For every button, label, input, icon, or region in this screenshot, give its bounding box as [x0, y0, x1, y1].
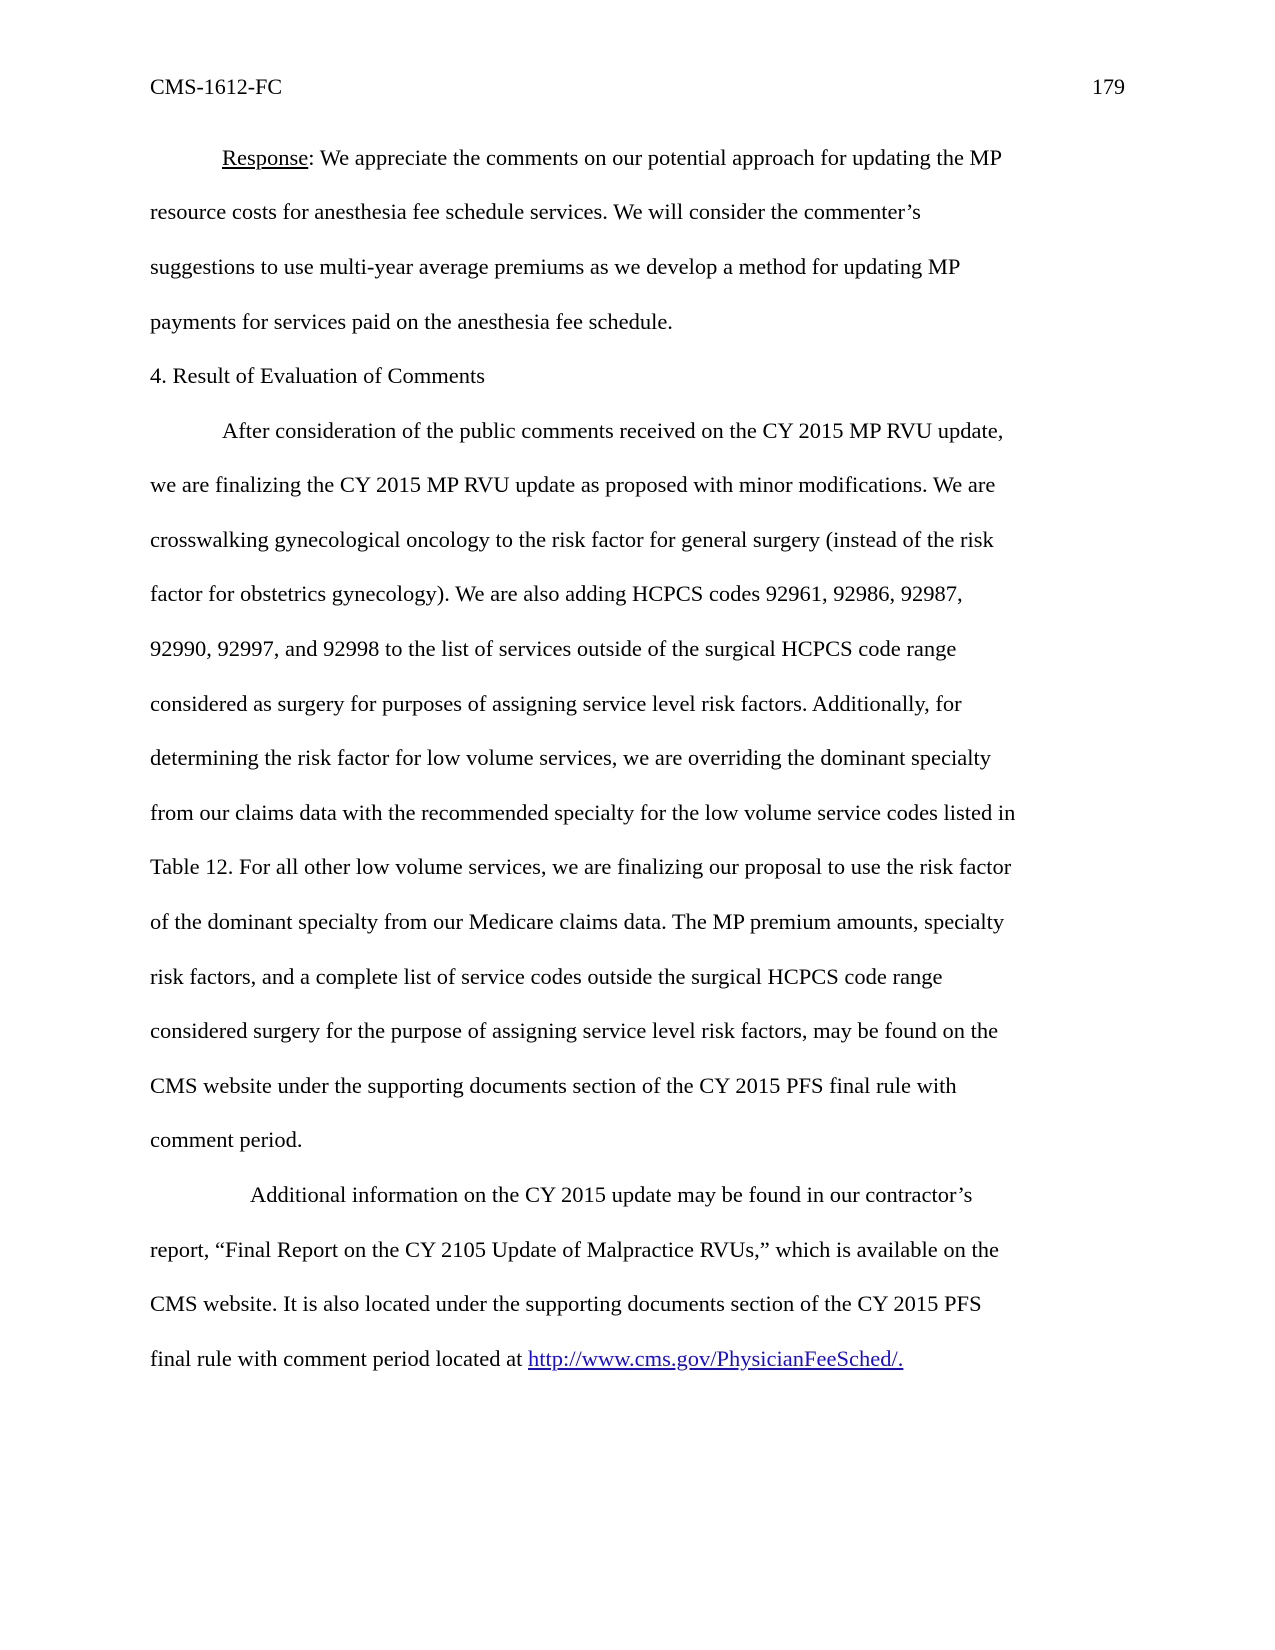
response-label: Response: [222, 145, 309, 170]
paragraph-line: considered surgery for the purpose of assigning service level risk factors, may be found on the: [150, 1018, 999, 1043]
paragraph-line: report, “Final Report on the CY 2105 Update of Malpractice RVUs,” which is available on the: [150, 1237, 1000, 1262]
paragraph-line: resource costs for anesthesia fee schedule services. We will consider the commenter’s: [150, 199, 921, 224]
paragraph-line: After consideration of the public comments received on the CY 2015 MP RVU update,: [222, 418, 1004, 443]
paragraph-line: comment period.: [150, 1127, 303, 1152]
response-line: [222, 144, 1002, 172]
paragraph-line: CMS website. It is also located under the supporting documents section of the CY 2015 PFS: [150, 1291, 982, 1316]
paragraph-line: factor for obstetrics gynecology). We are also adding HCPCS codes 92961, 92986, 92987,: [150, 581, 963, 606]
paragraph-line: : We appreciate the comments on our potential approach for updating the MP: [308, 145, 1003, 170]
paragraph-line: 92990, 92997, and 92998 to the list of services outside of the surgical HCPCS code range: [150, 636, 957, 661]
paragraph-line: CMS website under the supporting documents section of the CY 2015 PFS final rule with: [150, 1073, 957, 1098]
document-id: CMS-1612-FC: [150, 74, 283, 99]
paragraph-line: we are finalizing the CY 2015 MP RVU update as proposed with minor modifications. We are: [150, 472, 996, 497]
paragraph-line: crosswalking gynecological oncology to the risk factor for general surgery (instead of the risk: [150, 527, 994, 552]
section-heading: 4. Result of Evaluation of Comments: [150, 363, 485, 388]
paragraph-line: determining the risk factor for low volume services, we are overriding the dominant specialty: [150, 745, 991, 770]
paragraph-line: Table 12. For all other low volume services, we are finalizing our proposal to use the risk factor: [150, 854, 1012, 879]
paragraph-line: from our claims data with the recommended specialty for the low volume service codes listed in: [150, 800, 1016, 825]
paragraph-line: payments for services paid on the anesthesia fee schedule.: [150, 309, 673, 334]
paragraph-line: of the dominant specialty from our Medicare claims data. The MP premium amounts, specialty: [150, 909, 1005, 934]
paragraph-line: suggestions to use multi-year average premiums as we develop a method for updating MP: [150, 254, 961, 279]
paragraph-line: Additional information on the CY 2015 update may be found in our contractor’s: [250, 1182, 973, 1207]
paragraph-line: risk factors, and a complete list of service codes outside the surgical HCPCS code range: [150, 964, 943, 989]
paragraph-line: final rule with comment period located at: [150, 1346, 528, 1371]
physician-fee-schedule-link[interactable]: http://www.cms.gov/PhysicianFeeSched/.: [528, 1346, 904, 1371]
paragraph-line: considered as surgery for purposes of assigning service level risk factors. Additionally, for: [150, 691, 962, 716]
final-line: [150, 1345, 903, 1373]
page-number: 179: [1092, 74, 1125, 99]
